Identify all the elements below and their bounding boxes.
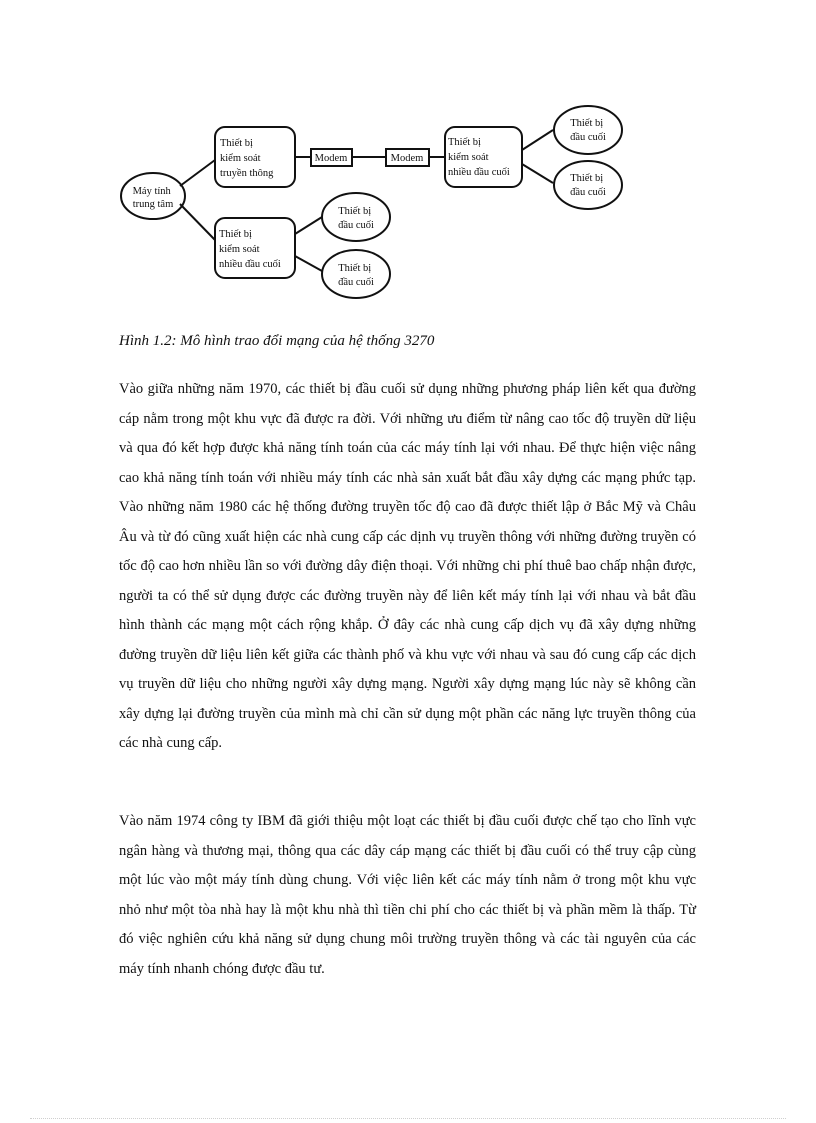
modem-left-label: Modem [314, 153, 348, 164]
terminal-bottom-2-node [322, 250, 390, 298]
link-cluster-terminal-4 [295, 256, 322, 271]
link-cluster-terminal-3 [295, 217, 322, 234]
link-cluster-terminal-2 [522, 164, 553, 183]
paragraph-2: Vào năm 1974 công ty IBM đã giới thiệu một loạt các thiết bị đầu cuối được chế tạo cho lĩnh vực ngân hàng và thương mại, thông qua các dây cáp mạng các thiết bị đầu cuối có thể truy cập cùng một lúc vào một máy tính dùng chung. Với việc liên kết các máy tính nằm ở trong một khu vực nhỏ như một tòa nhà hay là một khu nhà thì tiền chi phí cho các thiết bị và phần mềm là thấp. Từ đó việc nghiên cứu khả năng sử dụng chung môi trường truyền thông và các tài nguyên của các máy tính nhanh chóng được đầu tư. [119, 813, 696, 977]
terminal-top-2-node [554, 161, 622, 209]
paragraph-1: Vào giữa những năm 1970, các thiết bị đầu cuối sử dụng những phương pháp liên kết qua đường cáp nằm trong một khu vực đã được ra đời. Với những ưu điểm từ nâng cao tốc độ truyền dữ liệu và qua đó kết hợp được khả năng tính toán của các máy tính lại với nhau. Để thực hiện việc nâng cao khả năng tính toán với nhiều máy tính các nhà sản xuất bắt đầu xây dựng các mạng phức tạp. Vào những năm 1980 các hệ thống đường truyền tốc độ cao đã được thiết lập ở Bắc Mỹ và Châu Âu và từ đó cũng xuất hiện các nhà cung cấp các dịnh vụ truyền thông với những đường truyền có tốc độ cao hơn nhiều lần so với đường dây điện thoại. Với những chi phí thuê bao chấp nhận được, người ta có thể sử dụng được các đường truyền này để liên kết máy tính lại với nhau và bắt đầu hình thành các mạng một cách rộng khắp. Ở đây các nhà cung cấp dịch vụ đã xây dựng những đường truyền dữ liệu liên kết giữa các thành phố và khu vực với nhau và sau đó cung cấp các dịch vụ truyền dữ liệu cho những người xây dựng mạng. Người xây dựng mạng lúc này sẽ không cần xây dựng lại đường truyền của mình mà chỉ cần sử dụng một phần các năng lực truyền thông của các nhà cung cấp. [119, 381, 696, 751]
comm-controller-label: Thiết bị kiểm soát truyền thông [220, 138, 274, 179]
terminal-top-1-label: Thiết bị đầu cuối [570, 118, 606, 143]
mainframe-label: Máy tính trung tâm [132, 186, 174, 210]
link-mainframe-cluster [180, 204, 215, 240]
terminal-bottom-1-node [322, 193, 390, 241]
figure-caption: Hình 1.2: Mô hình trao đổi mạng của hệ thống 3270 [119, 333, 435, 349]
link-cluster-terminal-1 [522, 130, 553, 150]
page-bottom-rule [30, 1118, 786, 1119]
terminal-top-1-node [554, 106, 622, 154]
terminal-bottom-1-label: Thiết bị đầu cuối [338, 206, 374, 231]
link-mainframe-comm [180, 160, 215, 186]
cluster-top-label: Thiết bị kiểm soát nhiều đầu cuối [448, 137, 510, 178]
terminal-bottom-2-label: Thiết bị đầu cuối [338, 263, 374, 288]
modem-right-label: Modem [390, 153, 424, 164]
terminal-top-2-label: Thiết bị đầu cuối [570, 173, 606, 198]
cluster-bottom-label: Thiết bị kiểm soát nhiều đầu cuối [219, 229, 281, 270]
network-diagram [0, 0, 816, 320]
